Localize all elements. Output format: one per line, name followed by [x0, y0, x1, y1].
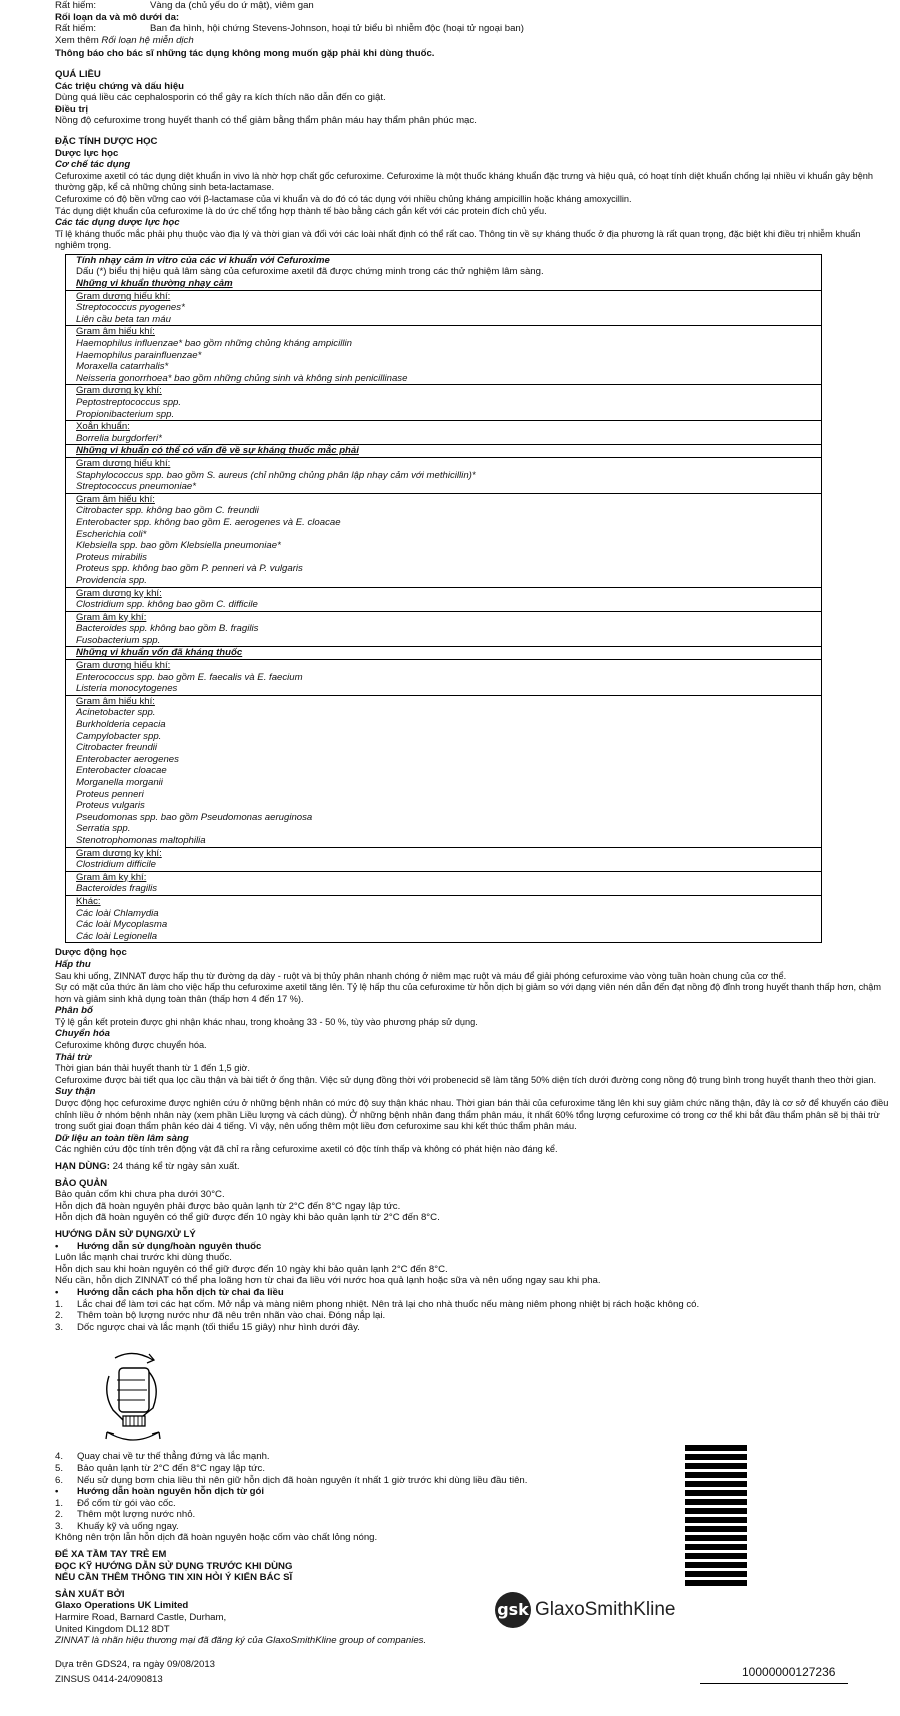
overdose-symptoms-text: Dùng quá liều các cephalosporin có thể gây ra kích thích não dẫn đến co giật.: [55, 92, 386, 104]
barcode-bar: [685, 1562, 747, 1568]
table-section: [66, 871, 821, 895]
step-number: 4.: [55, 1451, 64, 1463]
warning-3: NẾU CẦN THÊM THÔNG TIN XIN HỎI Ý KIẾN BÁC SĨ: [55, 1572, 293, 1584]
table-group-title: Những vi khuẩn vốn đã kháng thuốc: [76, 647, 243, 659]
barcode-bar: [685, 1463, 747, 1469]
usage-bullet-3: • Hướng dẫn hoàn nguyên hỗn dịch từ gói: [55, 1486, 264, 1498]
top-row-1: Rất hiếm: Vàng da (chủ yếu do ứ mật), viêm gan: [55, 0, 314, 11]
table-subgroup-title: Gram âm hiếu khí:: [76, 695, 155, 707]
organism-entry: Enterobacter aerogenes: [76, 753, 179, 765]
mechanism-line-4: Tác dụng diệt khuẩn của cefuroxime là do ức chế tổng hợp thành tế bào bằng cách gắn kết với các protein đích chủ yếu.: [55, 205, 547, 216]
organism-entry: Enterococcus spp. bao gồm E. faecalis và E. faecium: [76, 671, 303, 683]
table-group-title: Những vi khuẩn thường nhạy cảm: [76, 278, 233, 290]
revision-code: ZINSUS 0414-24/090813: [55, 1674, 163, 1686]
warning-1: ĐỂ XA TẦM TAY TRẺ EM: [55, 1549, 167, 1561]
usage-bullet-2: • Hướng dẫn cách pha hỗn dịch từ chai đa liều: [55, 1286, 284, 1298]
table-title: Tính nhạy cảm in vitro của các vi khuẩn với Cefuroxime: [76, 254, 330, 266]
instruction-step: [55, 1299, 845, 1311]
barcode-bar: [685, 1490, 747, 1496]
step-text: Dốc ngược chai và lắc mạnh (tối thiểu 15 giây) như hình dưới đây.: [77, 1321, 360, 1333]
table-subgroup-title: Gram âm kỵ khí:: [76, 871, 147, 883]
top-row-3: Xem thêm Rối loạn hệ miễn dịch: [55, 34, 194, 46]
pk-title: Dược động học: [55, 947, 127, 959]
table-group-heading: [66, 646, 821, 659]
table-subgroup-title: Xoắn khuẩn:: [76, 421, 130, 433]
table-subgroup-title: Gram âm hiếu khí:: [76, 493, 155, 505]
table-group-heading: [66, 444, 821, 457]
barcode-bar: [685, 1553, 747, 1559]
preclinical-line: Các nghiên cứu độc tính trên động vật đã chỉ ra rằng cefuroxime axetil có độc tính thấp và không có phát hiện nào đáng kể.: [55, 1144, 558, 1155]
organism-entry: Klebsiella spp. bao gồm Klebsiella pneumoniae*: [76, 540, 281, 552]
pharm-title: ĐẶC TÍNH DƯỢC HỌC: [55, 135, 158, 147]
organism-entry: Borrelia burgdorferi*: [76, 432, 162, 444]
organism-entry: Enterobacter cloacae: [76, 765, 167, 777]
organism-entry: Serratia spp.: [76, 823, 131, 835]
organism-entry: Staphylococcus spp. bao gồm S. aureus (chỉ những chủng phân lập nhạy cảm với methicillin)*: [76, 469, 476, 481]
step-number: 6.: [55, 1474, 64, 1486]
table-section: [66, 587, 821, 611]
mechanism-line-1: Cefuroxime axetil có tác dụng diệt khuẩn in vivo là nhờ hợp chất gốc cefuroxime. Cefuroxime là một thuốc kháng khuẩn đặc trưng và hiệu quả, có hoạt tính diệt khuẩn chống lại nhiều vi khuẩn gây bệnh: [55, 170, 874, 181]
step-number: 5.: [55, 1462, 64, 1474]
absorption-heading: Hấp thu: [55, 958, 91, 970]
table-section: [66, 384, 821, 420]
barcode-bar: [685, 1499, 747, 1505]
table-subgroup-title: Gram dương hiếu khí:: [76, 290, 171, 302]
shelf-life: HẠN DÙNG: 24 tháng kể từ ngày sản xuất.: [55, 1161, 240, 1172]
bottom-rule: [700, 1683, 848, 1684]
step-number: 2.: [55, 1310, 64, 1322]
absorption-line-1: Sau khi uống, ZINNAT được hấp thụ từ đường dạ dày - ruột và bị thủy phân nhanh chóng ở niêm mạc ruột và máu để giải phóng cefuroxime vào vòng tuần hoàn chung của cơ thể.: [55, 970, 787, 981]
step-text: Thêm một lượng nước nhỏ.: [77, 1509, 196, 1521]
elimination-line-1: Thời gian bán thải huyết thanh từ 1 đến 1,5 giờ.: [55, 1063, 250, 1074]
organism-entry: Streptococcus pyogenes*: [76, 302, 185, 314]
organism-entry: Morganella morganii: [76, 777, 163, 788]
step-text: Đổ cốm từ gói vào cốc.: [77, 1497, 176, 1509]
organism-entry: Các loài Legionella: [76, 930, 158, 942]
table-subgroup-title: Gram dương hiếu khí:: [76, 457, 171, 469]
step-number: 1.: [55, 1497, 64, 1509]
overdose-treatment-text: Nồng độ cefuroxime trong huyết thanh có thể giảm bằng thẩm phân máu hay thẩm phân phúc mạc.: [55, 115, 477, 127]
organism-entry: Enterobacter spp. không bao gồm E. aerogenes và E. cloacae: [76, 516, 341, 528]
organism-entry: Citrobacter spp. không bao gồm C. freundii: [76, 505, 259, 517]
barcode-bar: [685, 1454, 747, 1460]
metabolism-line: Cefuroxime không được chuyển hóa.: [55, 1040, 207, 1051]
product-number: 10000000127236: [742, 1665, 836, 1679]
organism-entry: Listeria monocytogenes: [76, 683, 178, 695]
table-section: [66, 611, 821, 647]
skin-disorders-heading: Rối loạn da và mô dưới da:: [55, 11, 180, 23]
renal-line-3: trong suốt giai đoạn thẩm phân kéo dài 4 tiếng. Vì vậy, nên uống thêm một liều đơn cefuroxime sau khi kết thúc thẩm phân máu.: [55, 1121, 577, 1132]
table-subgroup-title: Gram dương hiếu khí:: [76, 660, 171, 672]
instruction-step: [55, 1310, 845, 1322]
step-number: 2.: [55, 1509, 64, 1521]
maker-title: SẢN XUẤT BỞI: [55, 1588, 125, 1600]
distribution-heading: Phân bố: [55, 1005, 93, 1017]
organism-entry: Liên cầu beta tan máu: [76, 313, 171, 325]
table-section: [66, 290, 821, 326]
table-subgroup-title: Gram dương kỵ khí:: [76, 847, 162, 859]
organism-entry: Các loài Mycoplasma: [76, 919, 168, 931]
step-number: 1.: [55, 1298, 64, 1310]
table-subgroup-title: Khác:: [76, 895, 101, 907]
table-section: [66, 895, 821, 942]
organism-entry: Proteus mirabilis: [76, 551, 147, 563]
barcode-bar: [685, 1544, 747, 1550]
barcode-bar: [685, 1472, 747, 1478]
elimination-line-2: Cefuroxime được bài tiết qua lọc cầu thận và bài tiết ở ống thận. Việc sử dụng đồng thời với probenecid sẽ làm tăng 50% diện tích dưới đường cong nồng độ trung bình trong huyết thanh theo thời gian.: [55, 1074, 877, 1085]
barcode-bar: [685, 1481, 747, 1487]
step-text: Quay chai về tư thế thẳng đứng và lắc mạnh.: [77, 1451, 270, 1463]
usage-line-2: Hỗn dịch sau khi hoàn nguyên có thể giữ được đến 10 ngày khi bảo quản lạnh 2°C đến 8°C.: [55, 1263, 448, 1275]
table-group-title: Những vi khuẩn có thể có vấn đề về sự kháng thuốc mắc phải: [76, 445, 359, 457]
table-section: [66, 659, 821, 695]
shake-bottle-illustration: [95, 1350, 170, 1448]
step-text: Lắc chai để làm tơi các hạt cốm. Mở nắp và màng niêm phong nhiệt. Nên trả lại cho nhà thuốc nếu màng niêm phong nhiệt bị rách hoặc không có.: [77, 1298, 700, 1310]
organism-entry: Clostridium difficile: [76, 859, 156, 871]
organism-entry: Proteus penneri: [76, 788, 144, 800]
organism-entry: Proteus spp. không bao gồm P. penneri và P. vulgaris: [76, 563, 303, 575]
absorption-line-2: Sự có mặt của thức ăn làm cho việc hấp thu cefuroxime axetil tăng lên. Tỷ lệ hấp thu của cefuroxime từ hỗn dịch bị giảm so với dạng viên nén dẫn đến đạt nồng độ đỉnh trong huyết thanh thấp hơn, chậm: [55, 982, 882, 993]
renal-heading: Suy thận: [55, 1086, 96, 1098]
step-text: Nếu sử dụng bơm chia liều thì nên giữ hỗn dịch đã hoàn nguyên ít nhất 1 giờ trước khi dùng liều đầu tiên.: [77, 1474, 528, 1486]
organism-entry: Escherichia coli*: [76, 528, 147, 540]
organism-entry: Các loài Chlamydia: [76, 907, 159, 919]
organism-entry: Bacteroides fragilis: [76, 883, 158, 895]
table-section: [66, 457, 821, 493]
maker-address-2: United Kingdom DL12 8DT: [55, 1623, 170, 1635]
barcode-bar: [685, 1535, 747, 1541]
pharmacodynamics-heading: Dược lực học: [55, 147, 119, 159]
notice-line: Thông báo cho bác sĩ những tác dụng không mong muốn gặp phải khi dùng thuốc.: [55, 48, 435, 60]
storage-title: BẢO QUẢN: [55, 1177, 108, 1189]
usage-line-1: Luôn lắc mạnh chai trước khi dùng thuốc.: [55, 1252, 232, 1264]
organism-entry: Moraxella catarrhalis*: [76, 361, 169, 373]
gsk-logo: [495, 1590, 675, 1630]
organism-entry: Streptococcus pneumoniae*: [76, 481, 196, 493]
organism-entry: Stenotrophomonas maltophilia: [76, 834, 206, 846]
storage-line-3: Hỗn dịch đã hoàn nguyên có thể giữ được đến 10 ngày khi bảo quản lạnh từ 2°C đến 8°C.: [55, 1212, 440, 1224]
preclinical-heading: Dữ liệu an toàn tiền lâm sàng: [55, 1132, 189, 1144]
warning-2: ĐỌC KỸ HƯỚNG DẪN SỬ DỤNG TRƯỚC KHI DÙNG: [55, 1560, 293, 1572]
distribution-line: Tỷ lệ gắn kết protein được ghi nhận khác nhau, trong khoảng 33 - 50 %, tùy vào phương pháp sử dụng.: [55, 1016, 478, 1027]
mechanism-line-3: Cefuroxime có độ bền vững cao với β-lactamase của vi khuẩn và do đó có tác dụng với nhiều chủng kháng ampicillin hoặc kháng amoxycillin.: [55, 193, 632, 204]
organism-entry: Clostridium spp. không bao gồm C. difficile: [76, 599, 258, 611]
table-section: [66, 325, 821, 384]
overdose-symptoms-heading: Các triệu chứng và dấu hiệu: [55, 80, 185, 92]
barcode-bar: [685, 1580, 747, 1586]
organism-entry: Propionibacterium spp.: [76, 408, 175, 420]
overdose-treatment-heading: Điều trị: [55, 103, 89, 115]
table-subgroup-title: Gram âm kỵ khí:: [76, 611, 147, 623]
barcode-bar: [685, 1571, 747, 1577]
table-note: Dấu (*) biểu thị hiệu quả lâm sàng của cefuroxime axetil đã được chứng minh trong các thử nghiệm lâm sàng.: [76, 266, 544, 278]
organism-entry: Haemophilus parainfluenzae*: [76, 349, 202, 361]
table-section: [66, 847, 821, 871]
step-text: Thêm toàn bộ lượng nước như đã nêu trên nhãn vào chai. Đóng nắp lại.: [77, 1310, 386, 1322]
barcode-bar: [685, 1517, 747, 1523]
pharma-barcode: [685, 1445, 747, 1595]
step-number: 3.: [55, 1321, 64, 1333]
organism-entry: Pseudomonas spp. bao gồm Pseudomonas aeruginosa: [76, 811, 313, 823]
barcode-bar: [685, 1508, 747, 1514]
organism-entry: Providencia spp.: [76, 574, 147, 586]
storage-line-1: Bảo quản cốm khi chưa pha dưới 30°C.: [55, 1189, 225, 1201]
usage-line-4: Không nên trộn lẫn hỗn dịch đã hoàn nguyên hoặc cốm vào chất lỏng nóng.: [55, 1532, 378, 1544]
table-subgroup-title: Gram âm hiếu khí:: [76, 326, 155, 338]
renal-line-1: Dược động học cefuroxime được nghiên cứu ở những bệnh nhân có mức độ suy thận khác nhau. Thời gian bán thải của cefuroxime tăng lên khi suy giảm chức năng thận, đây là cơ sở để khuyến cáo điều: [55, 1098, 889, 1109]
step-number: 3.: [55, 1520, 64, 1532]
pd-effects-line-1: Tỉ lệ kháng thuốc mắc phải phụ thuộc vào địa lý và thời gian và đối với các loài nhất định có thể rất cao. Thông tin về sự kháng thuốc ở địa phương là rất quan trọng, đặc biệt khi điều trị nhiễm khuẩn: [55, 228, 861, 239]
pd-effects-line-2: nghiêm trọng.: [55, 240, 112, 251]
table-title-block: [66, 255, 821, 278]
usage-title: HƯỚNG DẪN SỬ DỤNG/XỬ LÝ: [55, 1228, 196, 1240]
table-section: [66, 695, 821, 847]
table-group-heading: [66, 278, 821, 290]
table-subgroup-title: Gram dương kỵ khí:: [76, 587, 162, 599]
step-text: Khuấy kỹ và uống ngay.: [77, 1520, 179, 1532]
organism-entry: Neisseria gonorrhoea* bao gồm những chủng sinh và không sinh penicillinase: [76, 372, 408, 384]
organism-entry: Acinetobacter spp.: [76, 707, 156, 719]
elimination-heading: Thải trừ: [55, 1051, 92, 1063]
barcode-bar: [685, 1445, 747, 1451]
table-subgroup-title: Gram dương kỵ khí:: [76, 385, 162, 397]
organism-entry: Campylobacter spp.: [76, 730, 162, 742]
maker-address-1: Harmire Road, Barnard Castle, Durham,: [55, 1612, 227, 1624]
absorption-line-3: hơn và giảm sinh khả dụng toàn thân (thấp hơn 4 đến 17 %).: [55, 993, 304, 1004]
susceptibility-table: [65, 254, 822, 943]
table-section: [66, 493, 821, 587]
organism-entry: Burkholderia cepacia: [76, 719, 166, 731]
renal-line-2: chỉnh liều ở nhóm bệnh nhân này (xem phần Liều lượng và cách dùng). Ở những bệnh nhân đang thẩm phân máu, ít nhất 60% tổng lượng cefuroxime có trong cơ thể khi bắt đầu thẩm phân sẽ bị thải trừ: [55, 1109, 880, 1120]
step-text: Bảo quản lạnh từ 2°C đến 8°C ngay lập tức.: [77, 1462, 265, 1474]
usage-bullet-1: • Hướng dẫn sử dụng/hoàn nguyên thuốc: [55, 1240, 262, 1252]
organism-entry: Haemophilus influenzae* bao gồm những chủng kháng ampicillin: [76, 338, 352, 350]
pd-effects-heading: Các tác dụng dược lực học: [55, 217, 180, 229]
usage-line-3: Nếu cần, hỗn dịch ZINNAT có thể pha loãng hơn từ chai đa liều với nước hoa quả lạnh hoặc sữa và nên uống ngay sau khi pha.: [55, 1275, 601, 1287]
top-row-2: Rất hiếm: Ban đa hình, hội chứng Stevens-Johnson, hoại tử biểu bì nhiễm độc (hoại tử ngoại ban): [55, 23, 524, 35]
mechanism-line-2: thường gặp, kể cả những chủng sinh beta-lactamase.: [55, 182, 275, 193]
metabolism-heading: Chuyển hóa: [55, 1028, 110, 1040]
overdose-title: QUÁ LIỀU: [55, 68, 101, 80]
organism-entry: Proteus vulgaris: [76, 800, 145, 812]
instruction-step: [55, 1322, 845, 1334]
barcode-bar: [685, 1526, 747, 1532]
leaflet-text: [55, 0, 889, 1686]
organism-entry: Bacteroides spp. không bao gồm B. fragilis: [76, 623, 259, 635]
mechanism-heading: Cơ chế tác dụng: [55, 159, 131, 171]
maker-name: Glaxo Operations UK Limited: [55, 1600, 189, 1612]
trademark-line: ZINNAT là nhãn hiệu thương mại đã đăng ký của GlaxoSmithKline group of companies.: [55, 1635, 427, 1647]
storage-line-2: Hỗn dịch đã hoàn nguyên phải được bảo quản lạnh từ 2°C đến 8°C ngay lập tức.: [55, 1200, 401, 1212]
based-on-line: Dựa trên GDS24, ra ngày 09/08/2013: [55, 1658, 216, 1670]
organism-entry: Fusobacterium spp.: [76, 634, 161, 646]
organism-entry: Citrobacter freundii: [76, 742, 158, 754]
table-section: [66, 420, 821, 444]
gsk-logo-name: GlaxoSmithKline: [535, 1599, 676, 1620]
organism-entry: Peptostreptococcus spp.: [76, 397, 182, 408]
gsk-logo-mark: gsk: [495, 1592, 531, 1628]
